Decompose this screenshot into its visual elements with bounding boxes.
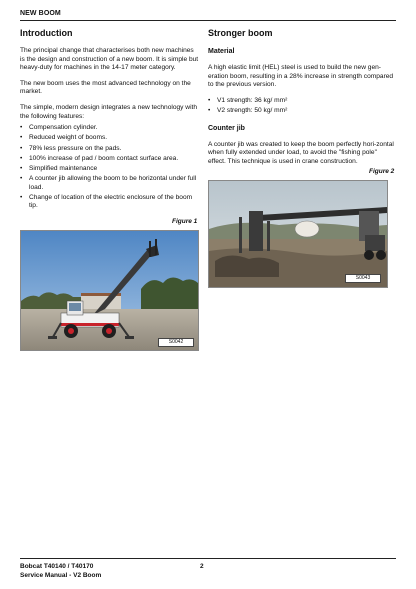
feature-list: [20, 124, 200, 211]
figure-2-photo: [208, 180, 388, 288]
feature-item: • Change of location of the electric enclosure of the boom tip.: [20, 194, 200, 211]
footer-info: [20, 563, 101, 580]
telehandler-photo: [21, 231, 198, 350]
subheading-material: Material: [208, 48, 235, 55]
strength-list: [208, 97, 396, 116]
figure-1-label: Figure 1: [172, 218, 198, 225]
strength-item: • V1 strength: 36 kg/ mm²: [208, 97, 396, 106]
figure-1-photo: [20, 230, 199, 351]
footer-rule: [20, 558, 396, 559]
feature-item: • Simplified maintenance: [20, 165, 200, 174]
figure-2-code: S0043: [345, 274, 381, 283]
feature-item: • Compensation cylinder.: [20, 124, 200, 133]
section-heading-introduction: Introduction: [20, 28, 73, 38]
section-heading-stronger-boom: Stronger boom: [208, 28, 273, 38]
feature-item: • 100% increase of pad / boom contact surface area.: [20, 155, 200, 164]
subheading-counter-jib: Counter jib: [208, 124, 245, 132]
counter-jib-paragraph: A counter jib was created to keep the boom perfectly hori-zontal when fully extended under load, to avoid the "fishing pole" effect. This technique is used in crane construction.: [208, 140, 394, 165]
intro-paragraph-1: The principal change that characterises both new machines is the design and construction of a new boom. It is simple but heavy-duty for machines in the 14-17 meter category.: [20, 47, 199, 72]
footer-manual-title: Service Manual - V2 Boom: [20, 571, 102, 579]
material-paragraph: A high elastic limit (HEL) steel is used to build the new gen-eration boom, resulting in a 28% increase in strength compared to the previous version.: [208, 64, 394, 89]
feature-item: • 78% less pressure on the pads.: [20, 145, 200, 154]
strength-item: • V2 strength: 50 kg/ mm²: [208, 107, 396, 116]
intro-paragraph-3: The simple, modern design integrates a new technology with the following features:: [20, 103, 198, 120]
feature-item: • Reduced weight of booms.: [20, 134, 200, 143]
left-column: [20, 28, 200, 217]
running-header: NEW BOOM: [20, 10, 61, 17]
page-number: 2: [200, 563, 204, 570]
boom-test-photo: [209, 181, 387, 287]
header-rule: [20, 20, 396, 21]
footer-model: Bobcat T40140 / T40170: [20, 563, 94, 570]
figure-2-label: Figure 2: [369, 168, 395, 175]
right-column: [208, 28, 396, 173]
figure-1-code: S0042: [158, 338, 194, 347]
feature-item: • A counter jib allowing the boom to be horizontal under full load.: [20, 175, 200, 192]
intro-paragraph-2: The new boom uses the most advanced technology on the market.: [20, 79, 191, 96]
